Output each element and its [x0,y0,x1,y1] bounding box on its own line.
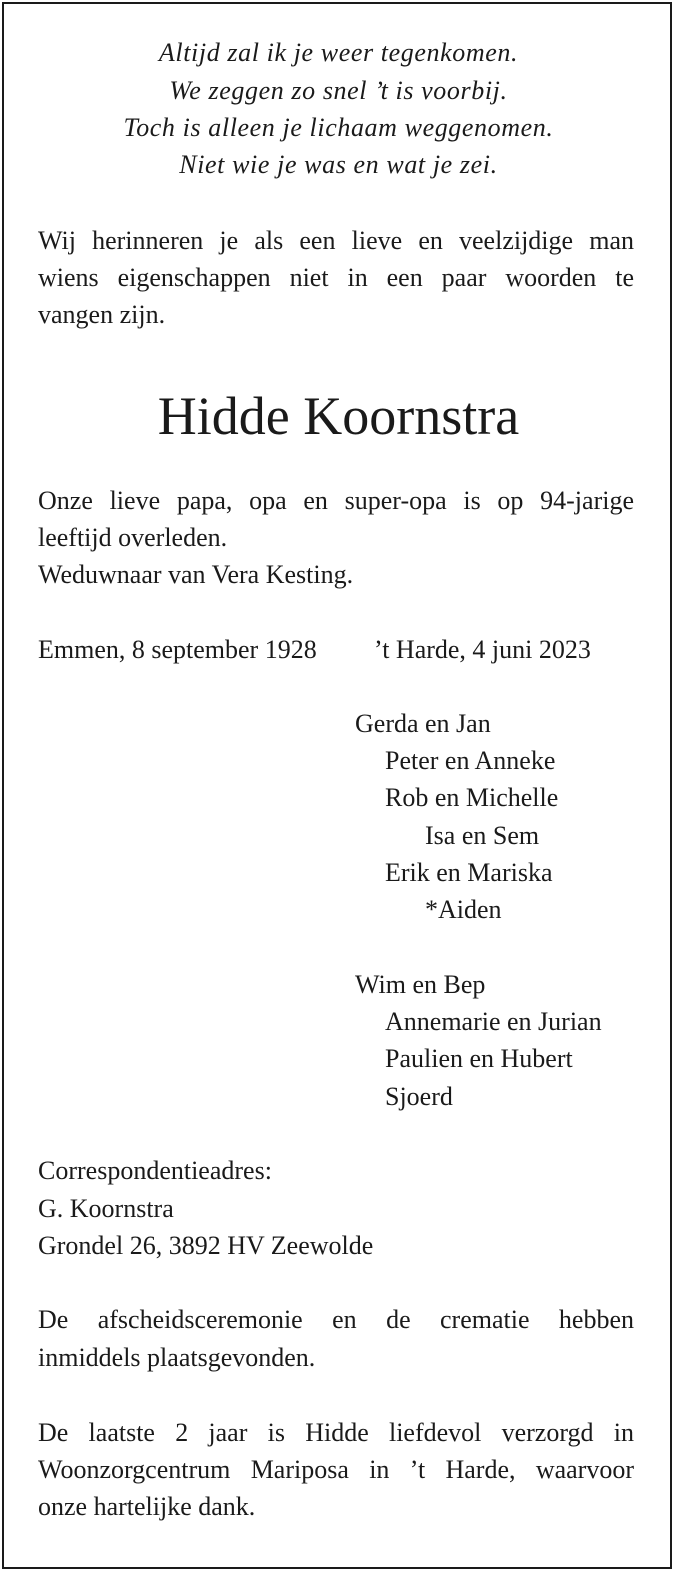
family-member: *Aiden [425,895,502,924]
intro-line: vangen zijn. [38,300,166,329]
thanks-line: Woonzorgcentrum Mariposa in ’t Harde, waarvoor [38,1455,634,1484]
correspondence-line: Grondel 26, 3892 HV Zeewolde [38,1231,374,1260]
family-member: Isa en Sem [425,821,540,850]
thanks-line: De laatste 2 jaar is Hidde liefdevol verzorgd in [38,1418,634,1447]
announcement-line: leeftijd overleden. [38,523,228,552]
poem-line: Niet wie je was en wat je zei. [179,150,498,179]
family-member: Rob en Michelle [385,783,559,812]
birth-date: Emmen, 8 september 1928 [38,635,317,664]
family-member: Gerda en Jan [355,709,491,738]
family-member: Sjoerd [385,1082,453,1111]
intro-line: wiens eigenschappen niet in een paar woorden te [38,263,634,292]
family-member: Paulien en Hubert [385,1044,573,1073]
family-member: Wim en Bep [355,970,486,999]
family-member: Erik en Mariska [385,858,553,887]
thanks-line: onze hartelijke dank. [38,1492,256,1521]
family-member: Peter en Anneke [385,746,556,775]
correspondence-line: Correspondentieadres: [38,1156,272,1185]
announcement-line: Onze lieve papa, opa en super-opa is op 94-jarige [38,486,634,515]
ceremony-line: inmiddels plaatsgevonden. [38,1343,316,1372]
poem-line: We zeggen zo snel ’t is voorbij. [169,76,508,105]
death-date: ’t Harde, 4 juni 2023 [374,635,591,664]
family-member: Annemarie en Jurian [385,1007,602,1036]
intro-line: Wij herinneren je als een lieve en veelzijdige man [38,226,634,255]
poem-line: Toch is alleen je lichaam weggenomen. [123,113,554,142]
correspondence-line: G. Koornstra [38,1194,174,1223]
ceremony-line: De afscheidsceremonie en de crematie hebben [38,1305,634,1334]
poem-line: Altijd zal ik je weer tegenkomen. [158,38,519,67]
announcement-line: Weduwnaar van Vera Kesting. [38,560,354,589]
deceased-name: Hidde Koornstra [157,386,520,446]
